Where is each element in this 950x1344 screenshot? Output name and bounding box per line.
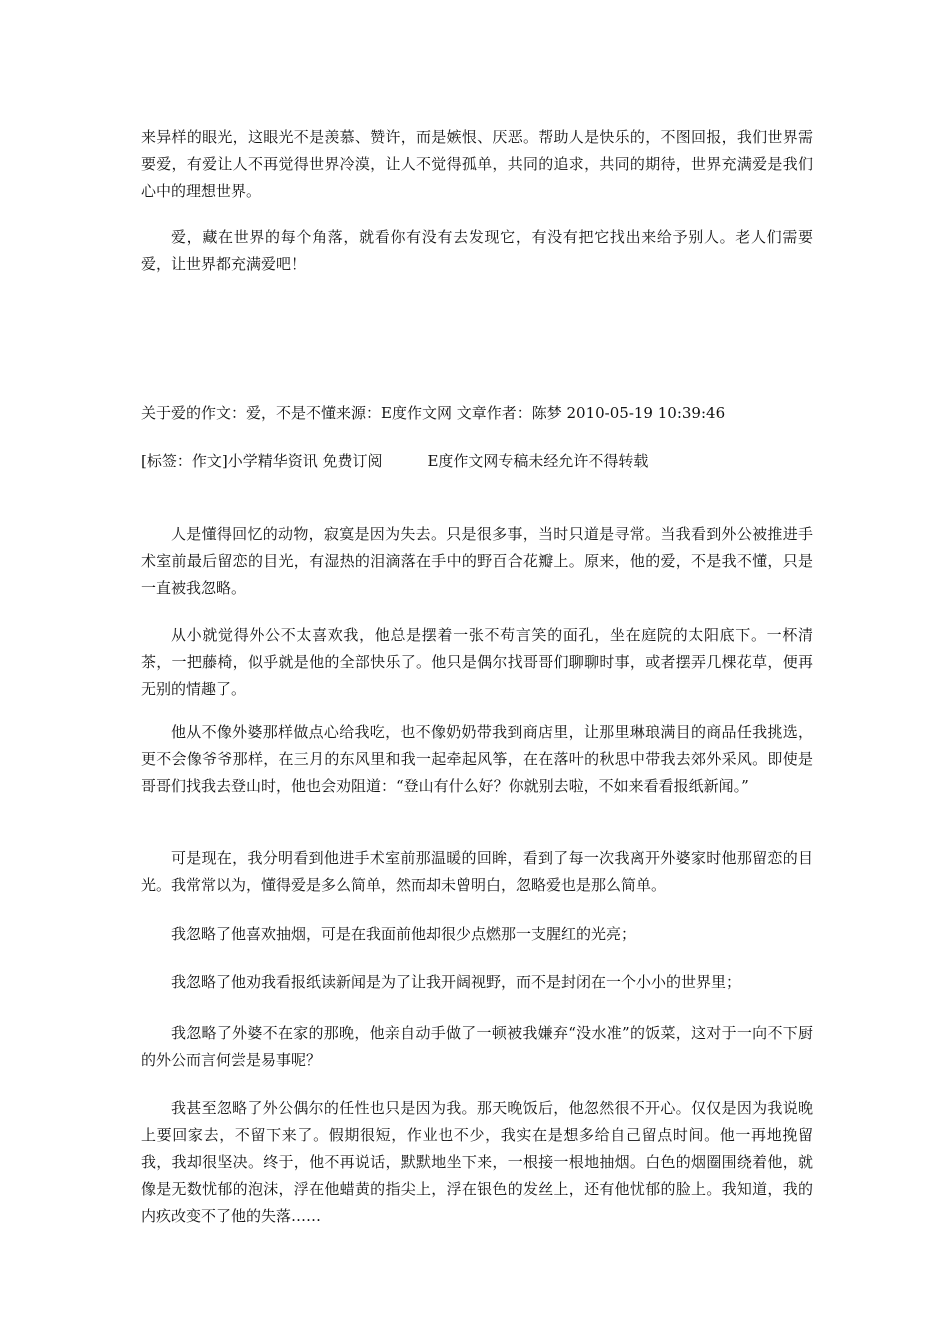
paragraph-3: 他从不像外婆那样做点心给我吃，也不像奶奶带我到商店里，让那里琳琅满目的商品任我挑选，更不会像爷爷那样，在三月的东风里和我一起牵起风筝，在在落叶的秋思中带我去郊外采风。即使是哥哥们找我去登山时，他也会劝阻道：“登山有什么好？你就别去啦，不如来看看报纸新闻。”	[141, 723, 813, 795]
paragraph-8: 我甚至忽略了外公偶尔的任性也只是因为我。那天晚饭后，他忽然很不开心。仅仅是因为我说晚上要回家去，不留下来了。假期很短，作业也不少，我实在是想多给自己留点时间。他一再地挽留我，我却很坚决。终于，他不再说话，默默地坐下来，一根接一根地抽烟。白色的烟圈围绕着他，就像是无数忧郁的泡沫，浮在他蜡黄的指尖上，浮在银色的发丝上，还有他忧郁的脸上。我知道，我的内疚改变不了他的失落……	[141, 1099, 813, 1225]
article-header: 关于爱的作文：爱，不是不懂来源：E度作文网 文章作者：陈梦 2010-05-19 10:39:46	[141, 404, 726, 422]
paragraph-1: 人是懂得回忆的动物，寂寞是因为失去。只是很多事，当时只道是寻常。当我看到外公被推进手术室前最后留恋的目光，有湿热的泪滴落在手中的野百合花瓣上。原来，他的爱，不是我不懂，只是一直被我忽略。	[141, 525, 813, 597]
paragraph-4: 可是现在，我分明看到他进手术室前那温暖的回眸，看到了每一次我离开外婆家时他那留恋的目光。我常常以为，懂得爱是多么简单，然而却未曾明白，忽略爱也是那么简单。	[141, 849, 813, 894]
paragraph-6: 我忽略了他劝我看报纸读新闻是为了让我开阔视野，而不是封闭在一个小小的世界里；	[171, 973, 742, 991]
paragraph-intro-end: 来异样的眼光，这眼光不是羡慕、赞许，而是嫉恨、厌恶。帮助人是快乐的，不图回报，我们世界需要爱，有爱让人不再觉得世界冷漠，让人不觉得孤单，共同的追求，共同的期待，世界充满爱是我们心中的理想世界。	[141, 128, 813, 200]
article-tags: [标签：作文]小学精华资讯 免费订阅 E度作文网专稿未经允许不得转载	[141, 452, 649, 470]
paragraph-2: 从小就觉得外公不太喜欢我，他总是摆着一张不苟言笑的面孔，坐在庭院的太阳底下。一杯清茶，一把藤椅，似乎就是他的全部快乐了。他只是偶尔找哥哥们聊聊时事，或者摆弄几棵花草，便再无别的情趣了。	[141, 626, 813, 698]
paragraph-5: 我忽略了他喜欢抽烟，可是在我面前他却很少点燃那一支腥红的光亮；	[171, 925, 637, 943]
paragraph-7: 我忽略了外婆不在家的那晚，他亲自动手做了一顿被我嫌弃“没水准”的饭菜，这对于一向不下厨的外公而言何尝是易事呢？	[141, 1024, 813, 1069]
paragraph-intro-conclusion: 爱，藏在世界的每个角落，就看你有没有去发现它，有没有把它找出来给予别人。老人们需要爱，让世界都充满爱吧！	[141, 228, 813, 273]
